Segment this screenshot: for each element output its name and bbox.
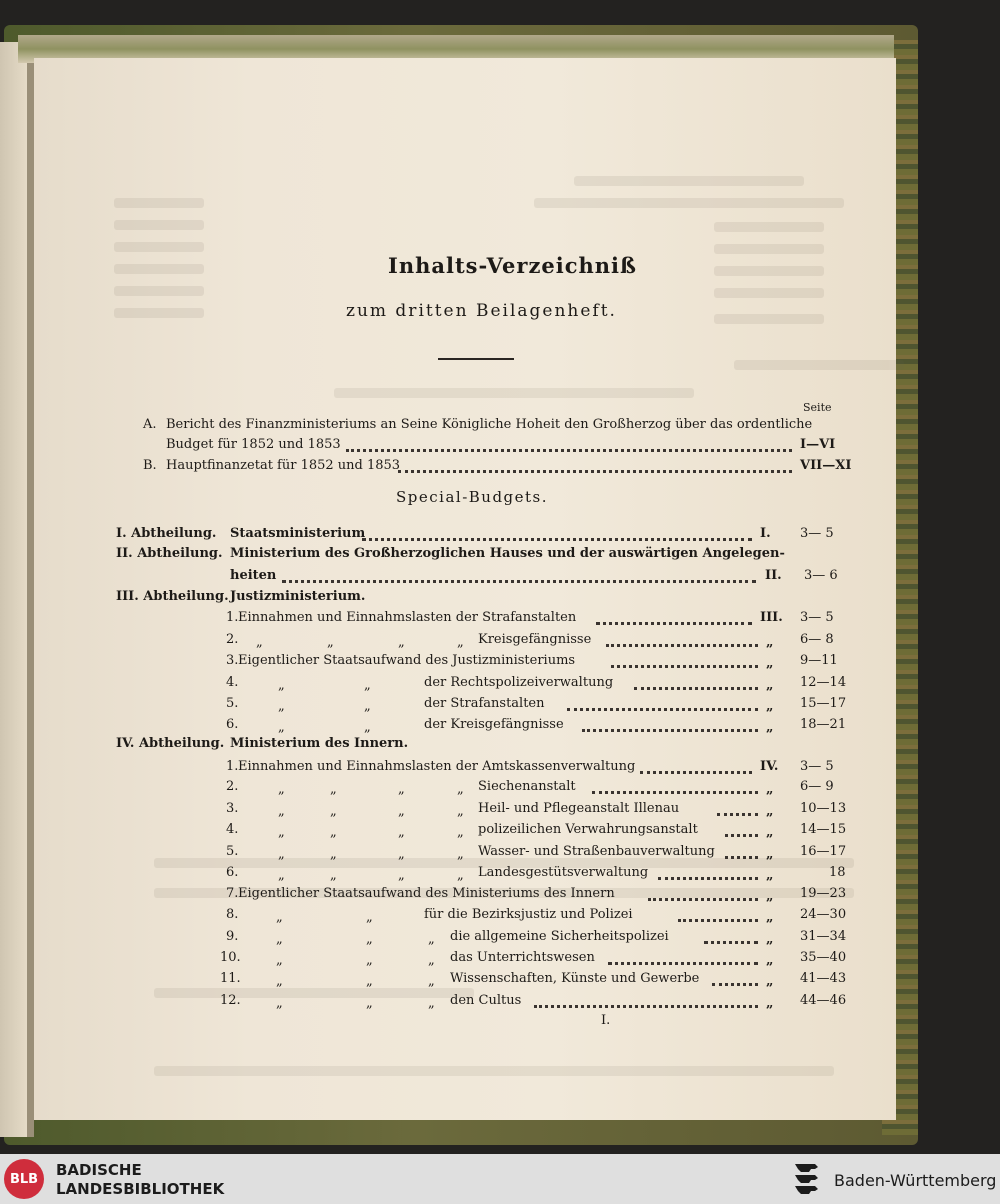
section-label: II. Abtheilung.: [116, 546, 223, 561]
ditto-mark: „: [278, 699, 285, 714]
item-title: polizeilichen Verwahrungsanstalt: [478, 822, 698, 837]
state-name: Baden-Württemberg: [834, 1171, 997, 1190]
ditto-mark: „: [398, 847, 405, 862]
item-number: 5.: [226, 696, 239, 711]
ditto-mark: „: [398, 635, 405, 650]
entry-pages: VII—XI: [800, 458, 852, 473]
item-number: 5.: [226, 844, 239, 859]
item-pages: 19—23: [800, 886, 847, 901]
dot-leader: [362, 538, 752, 541]
dot-leader: [658, 877, 758, 880]
ditto-mark: „: [428, 996, 435, 1011]
entry-title: Hauptfinanzetat für 1852 und 1853: [166, 458, 401, 473]
ditto-mark: „: [276, 953, 283, 968]
item-pages: 12—14: [800, 675, 847, 690]
section-title: Ministerium des Innern.: [230, 736, 409, 751]
ditto-mark: „: [457, 635, 464, 650]
item-number: 1.: [226, 759, 239, 774]
dot-leader: [606, 644, 758, 647]
item-title: Eigentlicher Staatsaufwand des Justizministeriums: [238, 653, 576, 668]
ditto-mark: „: [766, 720, 774, 735]
ditto-mark: „: [327, 635, 334, 650]
item-number: 1.: [226, 610, 239, 625]
item-pages: 6— 8: [800, 632, 834, 647]
item-title: Wissenschaften, Künste und Gewerbe: [450, 971, 700, 986]
item-pages: 41—43: [800, 971, 847, 986]
ditto-mark: „: [766, 635, 774, 650]
dot-leader: [704, 941, 758, 944]
item-title: den Cultus: [450, 993, 522, 1008]
ditto-mark: „: [366, 910, 373, 925]
item-number: 6.: [226, 717, 239, 732]
ditto-mark: „: [457, 782, 464, 797]
left-page-edge: [0, 42, 28, 1137]
item-title: die allgemeine Sicherheitspolizei: [450, 929, 669, 944]
item-pages: 6— 9: [800, 779, 834, 794]
item-pages: 10—13: [800, 801, 847, 816]
ditto-mark: „: [366, 974, 373, 989]
item-pages: 31—34: [800, 929, 847, 944]
dot-leader: [611, 665, 758, 668]
item-pages: 18: [829, 865, 846, 880]
ditto-mark: „: [766, 699, 774, 714]
ditto-mark: „: [364, 678, 371, 693]
ditto-mark: „: [398, 804, 405, 819]
ditto-mark: „: [457, 825, 464, 840]
item-pages: 44—46: [800, 993, 847, 1008]
dot-leader: [346, 449, 792, 452]
ditto-mark: „: [330, 825, 337, 840]
ditto-mark: „: [766, 678, 774, 693]
item-pages: 9—11: [800, 653, 838, 668]
ditto-mark: „: [428, 974, 435, 989]
ditto-mark: „: [766, 910, 774, 925]
ditto-mark: „: [276, 932, 283, 947]
section-label: IV. Abtheilung.: [116, 736, 225, 751]
dot-leader: [608, 962, 758, 965]
item-number: 9.: [226, 929, 239, 944]
ditto-mark: „: [278, 868, 285, 883]
ditto-mark: „: [766, 996, 774, 1011]
ditto-mark: „: [276, 996, 283, 1011]
item-number: 8.: [226, 907, 239, 922]
section-roman: I.: [760, 526, 771, 541]
ditto-mark: „: [364, 699, 371, 714]
section-title-cont: heiten: [230, 568, 277, 583]
item-pages: 14—15: [800, 822, 847, 837]
dot-leader: [678, 919, 758, 922]
section-label: III. Abtheilung.: [116, 589, 229, 604]
item-pages: 3— 5: [800, 610, 834, 625]
dot-leader: [648, 898, 758, 901]
ditto-mark: „: [766, 889, 774, 904]
ditto-mark: „: [766, 932, 774, 947]
ditto-mark: „: [766, 868, 774, 883]
library-name-line1: BADISCHE: [56, 1161, 142, 1179]
section-roman: IV.: [760, 759, 779, 774]
item-title: für die Bezirksjustiz und Polizei: [424, 907, 633, 922]
item-pages: 16—17: [800, 844, 847, 859]
baden-wuerttemberg-lions-icon: [792, 1160, 822, 1198]
item-number: 10.: [220, 950, 241, 965]
item-number: 4.: [226, 822, 239, 837]
item-number: 3.: [226, 653, 239, 668]
item-number: 11.: [220, 971, 241, 986]
ditto-mark: „: [766, 847, 774, 862]
ditto-mark: „: [428, 953, 435, 968]
ditto-mark: „: [364, 720, 371, 735]
item-title: Wasser- und Straßenbauverwaltung: [478, 844, 715, 859]
signature-mark: I.: [601, 1013, 611, 1028]
section-label: I. Abtheilung.: [116, 526, 217, 541]
item-title: Einnahmen und Einnahmslasten der Amtskassenverwaltung: [238, 759, 636, 774]
section-roman: II.: [765, 568, 782, 583]
ditto-mark: „: [766, 953, 774, 968]
item-number: 7.: [226, 886, 239, 901]
entry-title-cont: Budget für 1852 und 1853: [166, 437, 341, 452]
item-title: Kreisgefängnisse: [478, 632, 592, 647]
item-pages: 3— 5: [800, 759, 834, 774]
spine-fold: [27, 42, 34, 1137]
ditto-mark: „: [366, 953, 373, 968]
item-title: Eigentlicher Staatsaufwand des Ministeriums des Innern: [238, 886, 615, 901]
item-number: 12.: [220, 993, 241, 1008]
ditto-mark: „: [278, 720, 285, 735]
special-budgets-heading: Special-Budgets.: [396, 488, 549, 506]
ditto-mark: „: [398, 825, 405, 840]
entry-title: Bericht des Finanzministeriums an Seine Königliche Hoheit den Großherzog über das ordentliche: [166, 417, 813, 432]
ditto-mark: „: [366, 932, 373, 947]
entry-pages: I—VI: [800, 437, 836, 452]
section-title: Justizministerium.: [230, 589, 366, 604]
ditto-mark: „: [766, 974, 774, 989]
item-pages: 35—40: [800, 950, 847, 965]
section-roman: III.: [760, 610, 783, 625]
dot-leader: [398, 470, 792, 473]
library-footer: [0, 1154, 1000, 1204]
item-number: 4.: [226, 675, 239, 690]
ditto-mark: „: [766, 782, 774, 797]
dot-leader: [582, 729, 758, 732]
dot-leader: [717, 813, 758, 816]
item-pages: 3— 5: [800, 526, 834, 541]
dot-leader: [592, 791, 758, 794]
ditto-mark: „: [398, 868, 405, 883]
item-title: der Kreisgefängnisse: [424, 717, 564, 732]
item-number: 2.: [226, 632, 239, 647]
section-title: Staatsministerium: [230, 526, 366, 541]
title-rule: [438, 358, 514, 360]
item-number: 2.: [226, 779, 239, 794]
ditto-mark: „: [276, 910, 283, 925]
dot-leader: [712, 983, 758, 986]
item-title: Siechenanstalt: [478, 779, 576, 794]
item-number: 3.: [226, 801, 239, 816]
dot-leader: [725, 856, 758, 859]
page-column-header: Seite: [803, 401, 832, 414]
item-title: Landesgestütsverwaltung: [478, 865, 649, 880]
ditto-mark: „: [457, 868, 464, 883]
ditto-mark: „: [278, 804, 285, 819]
item-title: Einnahmen und Einnahmslasten der Strafanstalten: [238, 610, 577, 625]
item-number: 6.: [226, 865, 239, 880]
toc-title: Inhalts-Verzeichniß: [388, 253, 637, 278]
ditto-mark: „: [766, 825, 774, 840]
ditto-mark: „: [457, 804, 464, 819]
blb-logo: BLB: [4, 1159, 44, 1199]
item-pages: 3— 6: [804, 568, 838, 583]
section-title: Ministerium des Großherzoglichen Hauses und der auswärtigen Angelegen-: [230, 546, 785, 561]
ditto-mark: „: [366, 996, 373, 1011]
item-pages: 24—30: [800, 907, 847, 922]
ditto-mark: „: [278, 782, 285, 797]
ditto-mark: „: [276, 974, 283, 989]
entry-letter: A.: [143, 417, 157, 432]
ditto-mark: „: [330, 847, 337, 862]
library-name-line2: LANDESBIBLIOTHEK: [56, 1180, 225, 1198]
dot-leader: [282, 580, 756, 583]
ditto-mark: „: [256, 635, 263, 650]
item-title: der Rechtspolizeiverwaltung: [424, 675, 614, 690]
ditto-mark: „: [330, 868, 337, 883]
ditto-mark: „: [330, 804, 337, 819]
dot-leader: [534, 1005, 758, 1008]
dot-leader: [640, 771, 752, 774]
document-page: [34, 58, 896, 1120]
item-title: der Strafanstalten: [424, 696, 545, 711]
ditto-mark: „: [278, 825, 285, 840]
dot-leader: [596, 622, 752, 625]
item-title: Heil- und Pflegeanstalt Illenau: [478, 801, 680, 816]
item-pages: 18—21: [800, 717, 847, 732]
dot-leader: [567, 708, 758, 711]
ditto-mark: „: [278, 678, 285, 693]
ditto-mark: „: [428, 932, 435, 947]
dot-leader: [634, 687, 758, 690]
ditto-mark: „: [766, 656, 774, 671]
item-pages: 15—17: [800, 696, 847, 711]
dot-leader: [725, 834, 758, 837]
ditto-mark: „: [766, 804, 774, 819]
ditto-mark: „: [278, 847, 285, 862]
ditto-mark: „: [457, 847, 464, 862]
ditto-mark: „: [330, 782, 337, 797]
toc-subtitle: zum dritten Beilagenheft.: [346, 301, 617, 321]
ditto-mark: „: [398, 782, 405, 797]
entry-letter: B.: [143, 458, 157, 473]
item-title: das Unterrichtswesen: [450, 950, 595, 965]
